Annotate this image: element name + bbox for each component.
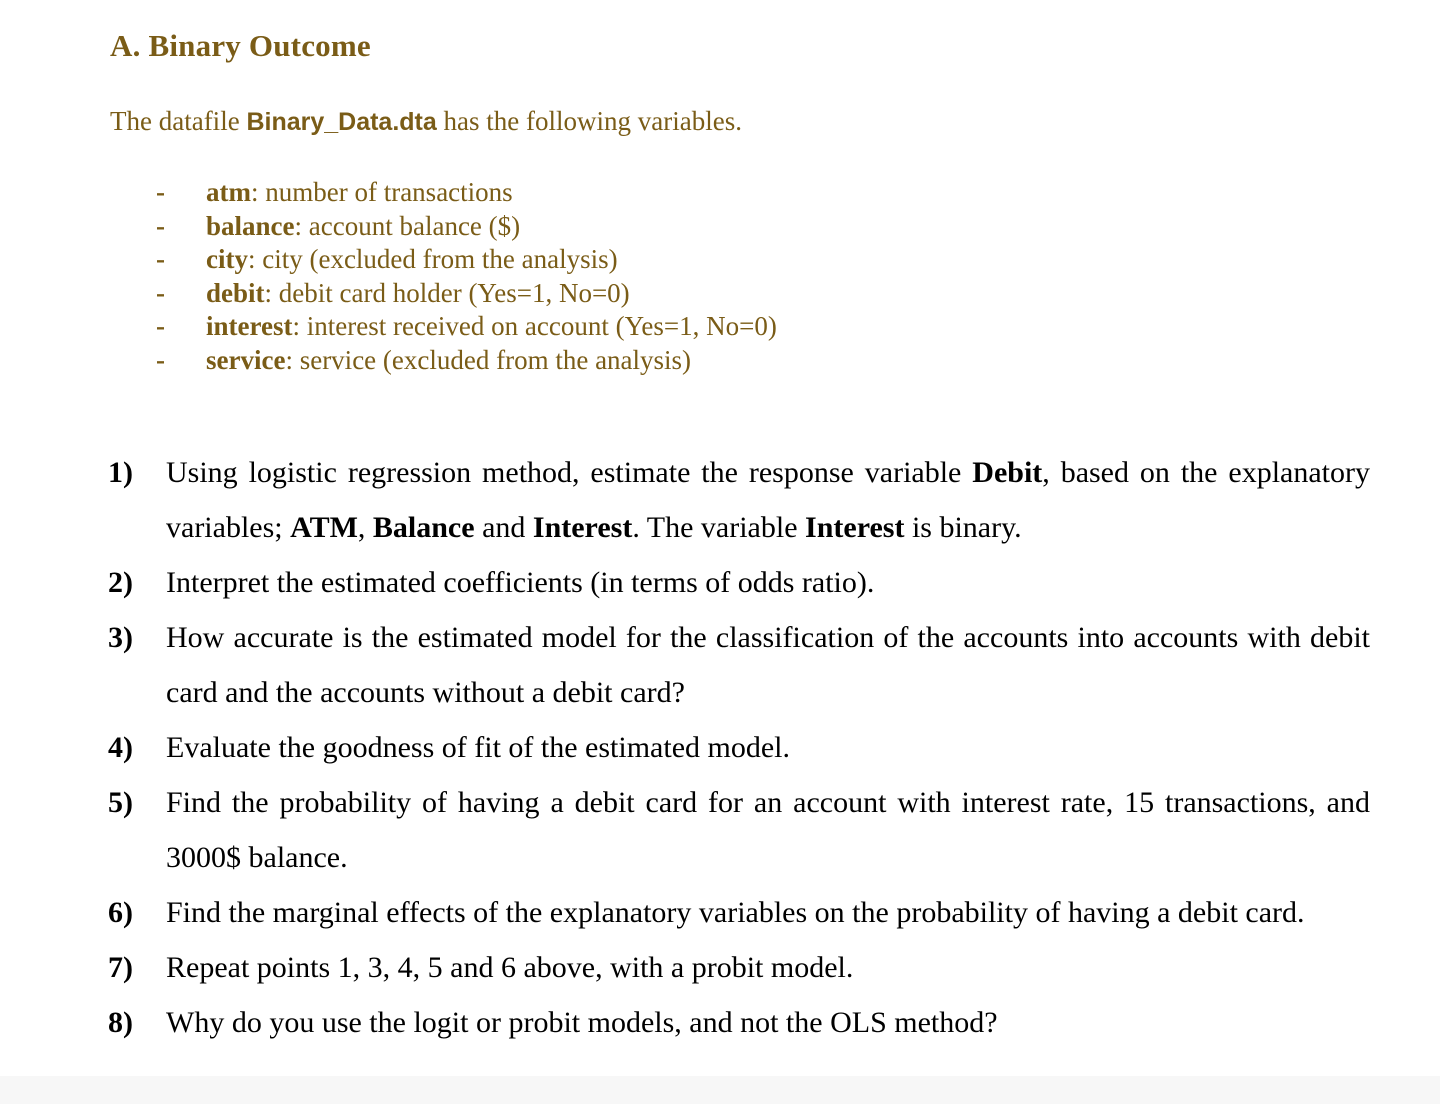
- bold-term-interest: Interest: [805, 511, 905, 544]
- variable-description: : number of transactions: [250, 177, 513, 207]
- text-run: Using logistic regression method, estimate the response variable: [166, 456, 973, 489]
- question-item-4: [108, 720, 1370, 775]
- variable-name: balance: [206, 210, 295, 241]
- question-number: 1): [108, 456, 133, 489]
- question-text: Repeat points 1, 3, 4, 5 and 6 above, with a probit model.: [166, 951, 854, 984]
- variable-name: debit: [206, 277, 265, 308]
- variable-description: : service (excluded from the analysis): [285, 344, 692, 375]
- variable-description: : debit card holder (Yes=1, No=0): [264, 277, 630, 308]
- intro-text-after: has the following variables.: [436, 106, 742, 136]
- question-text: Evaluate the goodness of fit of the estimated model.: [166, 731, 790, 764]
- variable-description: : interest received on account (Yes=1, No=0): [292, 311, 777, 342]
- question-number: 2): [108, 566, 133, 599]
- intro-text-before: The datafile: [110, 106, 247, 136]
- question-number: 5): [108, 786, 133, 819]
- question-list: [108, 445, 1370, 1050]
- question-number: 6): [108, 896, 133, 929]
- variable-item-city: [150, 243, 777, 277]
- question-text: How accurate is the estimated model for the classification of the accounts into accounts with debit card and the accounts without a debit card?: [166, 621, 1370, 709]
- variable-name: service: [206, 344, 286, 375]
- intro-paragraph: [110, 106, 742, 137]
- question-text: [166, 445, 1370, 555]
- question-text: Find the probability of having a debit card for an account with interest rate, 15 transactions, and 3000$ balance.: [166, 786, 1370, 874]
- page-bottom-band: [0, 1076, 1440, 1104]
- question-item-1: [108, 445, 1370, 555]
- dash-bullet-icon: -: [156, 177, 165, 207]
- data-filename: Binary_Data.dta: [246, 108, 437, 136]
- variable-item-atm: [150, 176, 777, 210]
- bold-term-atm: ATM: [290, 511, 358, 544]
- question-text: Find the marginal effects of the explanatory variables on the probability of having a debit card.: [166, 896, 1305, 929]
- question-item-5: [108, 775, 1370, 885]
- text-run: is binary.: [904, 511, 1022, 544]
- bold-term-balance: Balance: [372, 511, 475, 544]
- question-number: 3): [108, 621, 133, 654]
- text-run: , based on the explanatory variables;: [166, 456, 1370, 544]
- text-run: . The variable: [632, 511, 806, 544]
- variable-name: interest: [206, 311, 293, 342]
- text-run: ,: [357, 511, 373, 544]
- text-run: and: [474, 511, 533, 544]
- question-number: 7): [108, 951, 133, 984]
- bold-term-interest: Interest: [532, 511, 633, 544]
- variable-list: [150, 176, 777, 378]
- variable-item-interest: [150, 310, 777, 344]
- variable-description: : city (excluded from the analysis): [247, 244, 618, 275]
- section-heading: A. Binary Outcome: [110, 28, 371, 63]
- dash-bullet-icon: -: [156, 244, 165, 275]
- dash-bullet-icon: -: [156, 210, 165, 241]
- question-text: Interpret the estimated coefficients (in terms of odds ratio).: [166, 566, 875, 599]
- dash-bullet-icon: -: [156, 344, 165, 375]
- question-item-7: [108, 940, 1370, 995]
- dash-bullet-icon: -: [156, 277, 165, 308]
- variable-name: atm: [206, 177, 251, 207]
- variable-description: : account balance ($): [294, 210, 521, 241]
- variable-item-balance: [150, 210, 777, 244]
- question-item-6: [108, 885, 1370, 940]
- variable-name: city: [206, 244, 248, 275]
- question-item-3: [108, 610, 1370, 720]
- variable-item-service: [150, 344, 777, 378]
- variable-item-debit: [150, 277, 777, 311]
- question-item-8: [108, 995, 1370, 1050]
- bold-term-debit: Debit: [972, 456, 1043, 489]
- question-item-2: [108, 555, 1370, 610]
- question-number: 4): [108, 731, 133, 764]
- question-text: Why do you use the logit or probit models, and not the OLS method?: [166, 1006, 998, 1039]
- dash-bullet-icon: -: [156, 311, 165, 342]
- question-number: 8): [108, 1006, 133, 1039]
